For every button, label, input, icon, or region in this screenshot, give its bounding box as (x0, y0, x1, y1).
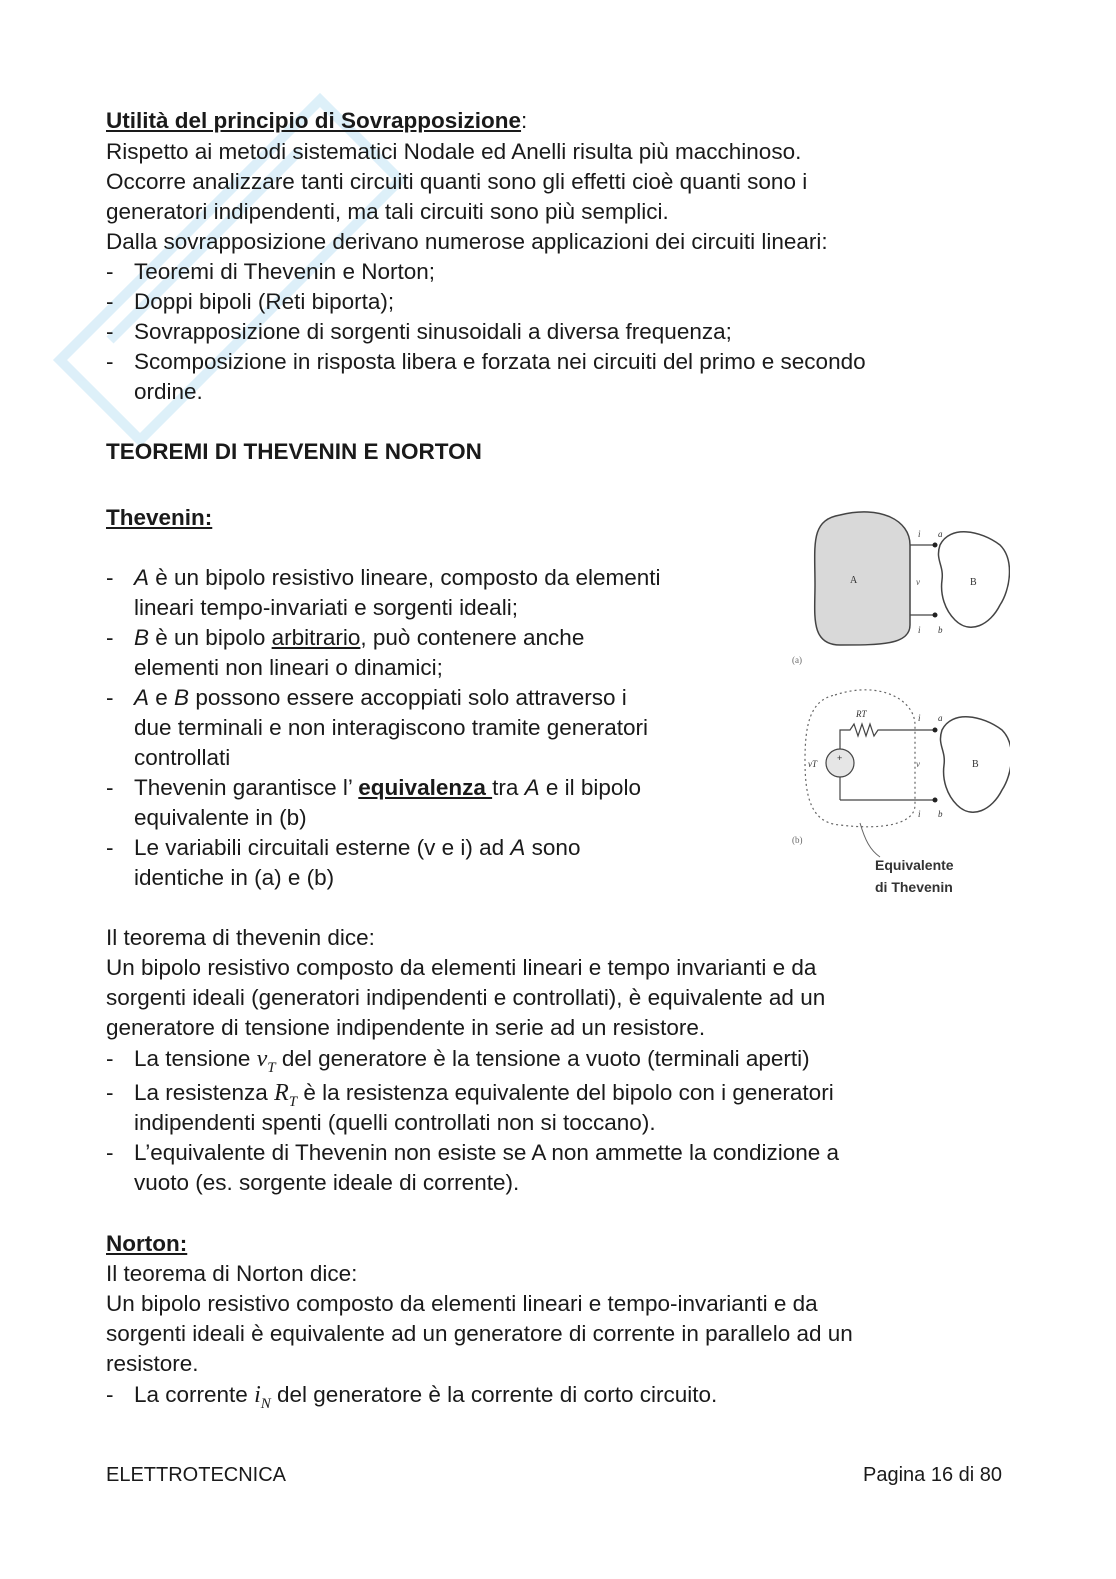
list-item: Doppi bipoli (Reti biporta); (134, 289, 395, 314)
list-item-continuation: vuoto (es. sorgente ideale di corrente). (134, 1170, 520, 1195)
section-heading: TEOREMI DI THEVENIN E NORTON (106, 439, 482, 464)
caption-equivalente: Equivalente (875, 857, 954, 873)
paragraph-line: Il teorema di thevenin dice: (106, 925, 375, 950)
list-item: Teoremi di Thevenin e Norton; (134, 259, 435, 284)
label-v-b: v (916, 759, 920, 769)
list-item-continuation: indipendenti spenti (quelli controllati non si toccano). (134, 1110, 656, 1135)
list-item: B è un bipolo arbitrario, può contenere anche (134, 625, 585, 650)
paragraph-line: Un bipolo resistivo composto da elementi lineari e tempo-invarianti e da (106, 1291, 818, 1316)
paragraph-line: resistore. (106, 1351, 199, 1376)
label-plus-source: + (837, 753, 843, 763)
bullet-dash: - (106, 289, 114, 314)
footer-title: ELETTROTECNICA (106, 1464, 287, 1486)
label-b-a: b (938, 625, 943, 635)
math-RT: $R_T$ (274, 1080, 298, 1110)
paragraph-line: Il teorema di Norton dice: (106, 1261, 358, 1286)
list-item: La tensione $v_T$ del generatore è la tensione a vuoto (terminali aperti) (134, 1046, 810, 1076)
bullet-dash: - (106, 349, 114, 374)
label-i-a: i (918, 529, 921, 539)
label-RT: RT (856, 709, 867, 719)
bullet-dash: - (106, 835, 114, 860)
bullet-dash: - (106, 565, 114, 590)
list-item: La resistenza $R_T$ è la resistenza equivalente del bipolo con i generatori (134, 1080, 834, 1110)
bullet-dash: - (106, 1382, 114, 1407)
bullet-dash: - (106, 1140, 114, 1165)
bullet-dash: - (106, 319, 114, 344)
label-fig-b: (b) (792, 835, 803, 845)
bullet-dash: - (106, 685, 114, 710)
list-item: A e B possono essere accoppiati solo attraverso i (134, 685, 627, 710)
list-item: Scomposizione in risposta libera e forzata nei circuiti del primo e secondo (134, 349, 866, 374)
bipole-A-shape (815, 512, 910, 645)
bullet-dash: - (106, 1046, 114, 1071)
paragraph-line: Rispetto ai metodi sistematici Nodale ed Anelli risulta più macchinoso. (106, 139, 802, 164)
label-B2: B (972, 759, 979, 770)
paragraph-line: Un bipolo resistivo composto da elementi lineari e tempo invarianti e da (106, 955, 817, 980)
bullet-dash: - (106, 775, 114, 800)
list-item: La corrente $i_N$ del generatore è la corrente di corto circuito. (134, 1382, 718, 1412)
list-item-continuation: due terminali e non interagiscono tramite generatori (134, 715, 649, 740)
bullet-dash: - (106, 259, 114, 284)
label-b-b: b (938, 809, 943, 819)
list-item-continuation: ordine. (134, 379, 203, 404)
list-item: L’equivalente di Thevenin non esiste se A non ammette la condizione a (134, 1140, 840, 1165)
resistor-icon (840, 724, 935, 749)
label-a-a: a (938, 529, 943, 539)
label-A: A (850, 575, 858, 586)
label-vT: vT (808, 759, 817, 769)
caption-di-thevenin: di Thevenin (875, 879, 953, 895)
paragraph-line: generatore di tensione indipendente in serie ad un resistore. (106, 1015, 706, 1040)
list-item-continuation: elementi non lineari o dinamici; (134, 655, 443, 680)
list-item-continuation: controllati (134, 745, 231, 770)
paragraph-line: sorgenti ideali (generatori indipendenti e controllati), è equivalente ad un (106, 985, 826, 1010)
label-i-b: i (918, 713, 921, 723)
thevenin-circuit-figure (770, 505, 1010, 905)
norton-title: Norton: (106, 1231, 188, 1256)
list-item: Sovrapposizione di sorgenti sinusoidali a diversa frequenza; (134, 319, 732, 344)
label-a-b: a (938, 713, 943, 723)
paragraph-line: sorgenti ideali è equivalente ad un generatore di corrente in parallelo ad un (106, 1321, 853, 1346)
list-item: Le variabili circuitali esterne (v e i) ad A sono (134, 835, 581, 860)
footer-page-number: Pagina 16 di 80 (862, 1464, 1002, 1486)
list-item-continuation: identiche in (a) e (b) (134, 865, 335, 890)
paragraph-line: generatori indipendenti, ma tali circuiti sono più semplici. (106, 199, 669, 224)
label-B: B (970, 577, 977, 588)
section-title-sovrapposizione: Utilità del principio di Sovrapposizione: (106, 108, 528, 133)
label-v-a: v (916, 577, 920, 587)
list-item: Thevenin garantisce l’ equivalenza tra A e il bipolo (134, 775, 641, 800)
bullet-dash: - (106, 625, 114, 650)
list-item-continuation: equivalente in (b) (134, 805, 307, 830)
label-fig-a: (a) (792, 655, 802, 665)
list-item-continuation: lineari tempo-invariati e sorgenti ideali; (134, 595, 518, 620)
paragraph-line: Occorre analizzare tanti circuiti quanti sono gli effetti cioè quanti sono i (106, 169, 808, 194)
math-vT: $v_T$ (256, 1046, 276, 1076)
paragraph-line: Dalla sovrapposizione derivano numerose applicazioni dei circuiti lineari: (106, 229, 828, 254)
math-iN: $i_N$ (254, 1382, 271, 1412)
list-item: A è un bipolo resistivo lineare, composto da elementi (134, 565, 661, 590)
label-i-a2: i (918, 625, 921, 635)
label-i-b2: i (918, 809, 921, 819)
bullet-dash: - (106, 1080, 114, 1105)
thevenin-title: Thevenin: (106, 505, 213, 530)
